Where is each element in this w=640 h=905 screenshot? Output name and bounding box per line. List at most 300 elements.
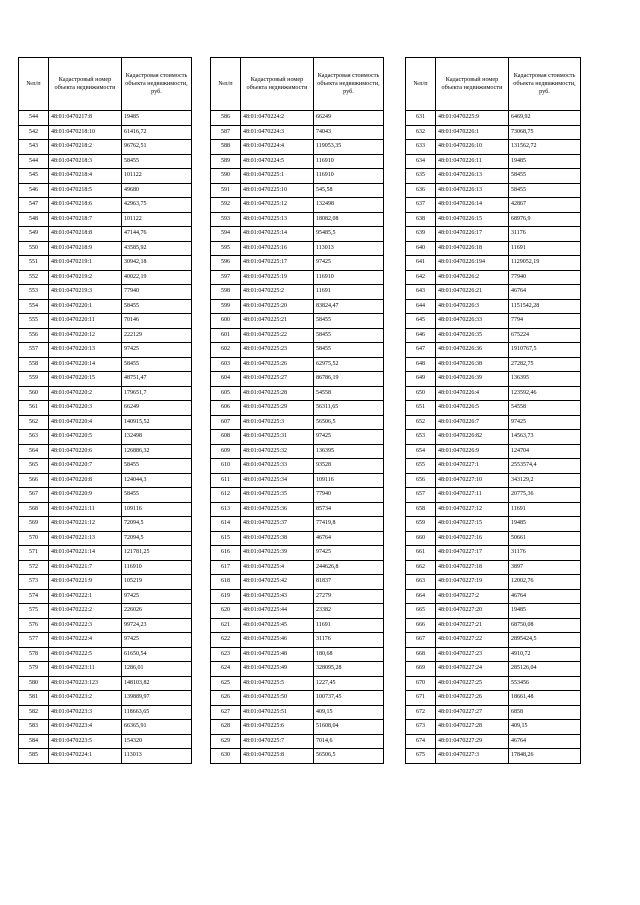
row-number: 649 [406,372,436,387]
cadastral-number: 48:01:0470220:5 [49,430,122,445]
row-number: 616 [211,546,241,561]
table-row [19,473,192,488]
cadastral-number: 48:01:0470226:194 [436,256,509,271]
cadastral-number: 48:01:0470218:4 [49,169,122,184]
row-number: 630 [211,749,241,764]
cadastral-cost: 19485 [122,111,192,126]
table-row [406,241,581,256]
row-number: 552 [19,270,49,285]
cadastral-number: 48:01:0470221:9 [49,575,122,590]
table-row [19,198,192,213]
row-number: 620 [211,604,241,619]
cadastral-number: 48:01:0470225:13 [241,212,314,227]
cadastral-cost: 19485 [509,154,581,169]
cadastral-number: 48:01:0470225:9 [436,111,509,126]
table-row [19,357,192,372]
row-number: 577 [19,633,49,648]
cadastral-number: 48:01:0470220:7 [49,459,122,474]
cadastral-cost: 72094,5 [122,517,192,532]
cadastral-number: 48:01:0470225:49 [241,662,314,677]
table-row [19,488,192,503]
cadastral-cost: 1129052,19 [509,256,581,271]
table-row [19,343,192,358]
cadastral-number: 48:01:0470227:17 [436,546,509,561]
cadastral-number: 48:01:0470225:31 [241,430,314,445]
table-row [211,618,384,633]
cadastral-cost: 46764 [314,531,384,546]
table-row [406,517,581,532]
row-number: 601 [211,328,241,343]
cadastral-cost: 285126,04 [509,662,581,677]
cadastral-cost: 77419,8 [314,517,384,532]
table-row [19,575,192,590]
row-number: 593 [211,212,241,227]
header-row [406,58,581,111]
row-number: 569 [19,517,49,532]
header-num: №п/п [406,58,436,111]
row-number: 639 [406,227,436,242]
cadastral-cost: 1286,01 [122,662,192,677]
cadastral-cost: 68976,9 [509,212,581,227]
cadastral-number: 48:01:0470218:6 [49,198,122,213]
table-row [211,589,384,604]
row-number: 613 [211,502,241,517]
row-number: 640 [406,241,436,256]
cadastral-number: 48:01:0470226:33 [436,314,509,329]
table-row [19,734,192,749]
header-num: №п/п [19,58,49,111]
cadastral-cost: 180,68 [314,647,384,662]
cadastral-cost: 409,15 [509,720,581,735]
cadastral-cost: 61416,72 [122,125,192,140]
cadastral-number: 48:01:0470227:26 [436,691,509,706]
table-row [211,183,384,198]
cadastral-cost: 85734 [314,502,384,517]
cadastral-number: 48:01:0470225:42 [241,575,314,590]
cadastral-number: 48:01:0470225:5 [241,676,314,691]
header-cadastral-cost: Кадастровая стоимость объекта недвижимости, руб. [122,58,192,111]
table-row [406,430,581,445]
table-row [211,459,384,474]
cadastral-number: 48:01:0470226:14 [436,198,509,213]
row-number: 568 [19,502,49,517]
cadastral-number: 48:01:0470227:29 [436,734,509,749]
cadastral-number: 48:01:0470226:15 [436,212,509,227]
cadastral-cost: 154320 [122,734,192,749]
cadastral-cost: 7014,6 [314,734,384,749]
cadastral-cost: 77940 [122,285,192,300]
row-number: 557 [19,343,49,358]
row-number: 581 [19,691,49,706]
cadastral-cost: 136395 [314,444,384,459]
cadastral-number: 48:01:0470226:1 [436,125,509,140]
row-number: 651 [406,401,436,416]
row-number: 612 [211,488,241,503]
table-row [406,705,581,720]
table-row [211,285,384,300]
row-number: 546 [19,183,49,198]
cadastral-number: 48:01:0470227:24 [436,662,509,677]
cadastral-cost: 58455 [314,314,384,329]
cadastral-cost: 66249 [122,401,192,416]
row-number: 664 [406,589,436,604]
table-row [406,444,581,459]
cadastral-number: 48:01:0470227:21 [436,618,509,633]
cadastral-number: 48:01:0470220:8 [49,473,122,488]
row-number: 562 [19,415,49,430]
cadastral-number: 48:01:0470221:14 [49,546,122,561]
table-row [406,647,581,662]
table-row [406,575,581,590]
cadastral-cost: 1151542,28 [509,299,581,314]
table-row [211,212,384,227]
table-row [19,749,192,764]
cadastral-number: 48:01:0470224:3 [241,125,314,140]
row-number: 603 [211,357,241,372]
table-row [406,386,581,401]
cadastral-cost: 31176 [314,633,384,648]
cadastral-cost: 97425 [509,415,581,430]
cadastral-cost: 140915,52 [122,415,192,430]
row-number: 597 [211,270,241,285]
row-number: 551 [19,256,49,271]
cadastral-number: 48:01:0470226:38 [436,357,509,372]
row-number: 585 [19,749,49,764]
cadastral-cost: 97425 [314,256,384,271]
table-row [406,285,581,300]
row-number: 650 [406,386,436,401]
table-row [211,372,384,387]
cadastral-number: 48:01:0470225:51 [241,705,314,720]
row-number: 556 [19,328,49,343]
row-number: 645 [406,314,436,329]
table-row [406,560,581,575]
cadastral-cost: 97425 [314,430,384,445]
table-row [211,560,384,575]
cadastral-cost: 100737,45 [314,691,384,706]
table-row [19,169,192,184]
cadastral-number: 48:01:0470218:3 [49,154,122,169]
cadastral-number: 48:01:0470221:13 [49,531,122,546]
row-number: 555 [19,314,49,329]
table-row [211,299,384,314]
table-row [19,401,192,416]
row-number: 669 [406,662,436,677]
cadastral-number: 48:01:0470220:12 [49,328,122,343]
row-number: 643 [406,285,436,300]
cadastral-cost: 56506,5 [314,415,384,430]
cadastral-number: 48:01:0470226:35 [436,328,509,343]
table-row [19,125,192,140]
cadastral-number: 48:01:0470225:45 [241,618,314,633]
table-row [19,415,192,430]
cadastral-number: 48:01:0470226:2 [436,270,509,285]
cadastral-number: 48:01:0470226:7 [436,415,509,430]
row-number: 575 [19,604,49,619]
table-row [211,256,384,271]
table-row [19,241,192,256]
row-number: 606 [211,401,241,416]
cadastral-cost: 244626,8 [314,560,384,575]
row-number: 550 [19,241,49,256]
row-number: 579 [19,662,49,677]
table-row [19,183,192,198]
row-number: 673 [406,720,436,735]
cadastral-number: 48:01:0470225:3 [241,415,314,430]
cadastral-number: 48:01:0470218:10 [49,125,122,140]
cadastral-number: 48:01:0470225:8 [241,749,314,764]
cadastral-number: 48:01:0470227:28 [436,720,509,735]
table-row [211,111,384,126]
cadastral-cost: 47144,76 [122,227,192,242]
cadastral-number: 48:01:0470226:9 [436,444,509,459]
row-number: 542 [19,125,49,140]
cadastral-cost: 74043 [314,125,384,140]
cadastral-number: 48:01:0470227:10 [436,473,509,488]
table-row [211,473,384,488]
cadastral-cost: 50661 [509,531,581,546]
table-row [406,372,581,387]
table-row [211,575,384,590]
cadastral-number: 48:01:0470219:1 [49,256,122,271]
table-row [19,459,192,474]
row-number: 638 [406,212,436,227]
row-number: 559 [19,372,49,387]
cadastral-number: 48:01:0470221:12 [49,517,122,532]
row-number: 561 [19,401,49,416]
cadastral-cost: 97425 [314,546,384,561]
row-number: 570 [19,531,49,546]
cadastral-cost: 124044,3 [122,473,192,488]
cadastral-cost: 51608,04 [314,720,384,735]
row-number: 583 [19,720,49,735]
row-number: 622 [211,633,241,648]
row-number: 564 [19,444,49,459]
table-row [406,662,581,677]
table-row [19,430,192,445]
cadastral-cost: 66249 [314,111,384,126]
cadastral-number: 48:01:0470225:48 [241,647,314,662]
header-cadastral-number: Кадастровый номер объекта недвижимости [241,58,314,111]
table-row [19,227,192,242]
row-number: 605 [211,386,241,401]
cadastral-number: 48:01:0470223:3 [49,705,122,720]
row-number: 661 [406,546,436,561]
cadastral-cost: 123592,46 [509,386,581,401]
cadastral-cost: 3897 [509,560,581,575]
cadastral-cost: 96762,51 [122,140,192,155]
row-number: 632 [406,125,436,140]
cadastral-cost: 126886,32 [122,444,192,459]
cadastral-cost: 49680 [122,183,192,198]
cadastral-cost: 19485 [509,517,581,532]
row-number: 545 [19,169,49,184]
cadastral-cost: 54558 [314,386,384,401]
table-row [211,546,384,561]
table-row [211,531,384,546]
cadastral-number: 48:01:0470225:32 [241,444,314,459]
row-number: 591 [211,183,241,198]
cadastral-number: 48:01:0470223:11 [49,662,122,677]
row-number: 554 [19,299,49,314]
table-row [19,328,192,343]
cadastral-number: 48:01:0470224:5 [241,154,314,169]
cadastral-cost: 43585,92 [122,241,192,256]
cadastral-number: 48:01:0470220:15 [49,372,122,387]
table-row [19,212,192,227]
table-row [211,401,384,416]
row-number: 571 [19,546,49,561]
row-number: 596 [211,256,241,271]
cadastral-cost: 58455 [122,488,192,503]
row-number: 658 [406,502,436,517]
row-number: 648 [406,357,436,372]
cadastral-cost: 40022,19 [122,270,192,285]
row-number: 615 [211,531,241,546]
cadastral-number: 48:01:0470225:2 [241,285,314,300]
cadastral-cost: 118663,65 [122,705,192,720]
cadastral-number: 48:01:0470223:4 [49,720,122,735]
cadastral-number: 48:01:0470223:123 [49,676,122,691]
table-row [406,401,581,416]
cadastral-cost: 27279 [314,589,384,604]
cadastral-cost: 77940 [509,270,581,285]
row-number: 653 [406,430,436,445]
table-row [211,270,384,285]
row-number: 576 [19,618,49,633]
row-number: 609 [211,444,241,459]
row-number: 592 [211,198,241,213]
cadastral-number: 48:01:0470227:18 [436,560,509,575]
table-row [211,444,384,459]
cadastral-number: 48:01:0470222:3 [49,618,122,633]
row-number: 599 [211,299,241,314]
cadastral-number: 48:01:0470220:14 [49,357,122,372]
table-row [406,183,581,198]
cadastral-cost: 58455 [122,154,192,169]
row-number: 652 [406,415,436,430]
table-row [211,647,384,662]
row-number: 607 [211,415,241,430]
cadastral-cost: 73068,75 [509,125,581,140]
cadastral-number: 48:01:0470227:3 [436,749,509,764]
cadastral-number: 48:01:0470218:7 [49,212,122,227]
cadastral-cost: 31176 [509,227,581,242]
cadastral-cost: 124704 [509,444,581,459]
cadastral-cost: 131562,72 [509,140,581,155]
row-number: 663 [406,575,436,590]
cadastral-number: 48:01:0470226:10 [436,140,509,155]
cadastral-number: 48:01:0470225:26 [241,357,314,372]
cadastral-number: 48:01:0470227:2 [436,589,509,604]
cadastral-cost: 18082,08 [314,212,384,227]
cadastral-number: 48:01:0470222:2 [49,604,122,619]
cadastral-number: 48:01:0470225:21 [241,314,314,329]
cadastral-number: 48:01:0470225:43 [241,589,314,604]
cadastral-cost: 226026 [122,604,192,619]
cadastral-cost: 46764 [509,589,581,604]
row-number: 637 [406,198,436,213]
table-row [19,531,192,546]
cadastral-number: 48:01:0470220:6 [49,444,122,459]
cadastral-cost: 132498 [314,198,384,213]
cadastral-number: 48:01:0470225:12 [241,198,314,213]
row-number: 660 [406,531,436,546]
table-row [211,328,384,343]
table-row [211,430,384,445]
cadastral-number: 48:01:0470225:7 [241,734,314,749]
table-row [406,734,581,749]
row-number: 566 [19,473,49,488]
row-number: 549 [19,227,49,242]
row-number: 666 [406,618,436,633]
cadastral-table-1 [18,57,192,764]
cadastral-cost: 18661,48 [509,691,581,706]
table-row [406,720,581,735]
cadastral-number: 48:01:0470222:1 [49,589,122,604]
row-number: 670 [406,676,436,691]
table-row [406,749,581,764]
header-cadastral-cost: Кадастровая стоимость объекта недвижимости, руб. [314,58,384,111]
cadastral-cost: 6469,92 [509,111,581,126]
table-row [19,691,192,706]
cadastral-number: 48:01:0470223:2 [49,691,122,706]
row-number: 547 [19,198,49,213]
table-row [406,227,581,242]
row-number: 628 [211,720,241,735]
row-number: 619 [211,589,241,604]
cadastral-number: 48:01:0470226:17 [436,227,509,242]
row-number: 647 [406,343,436,358]
cadastral-number: 48:01:0470227:12 [436,502,509,517]
table-row [211,386,384,401]
cadastral-number: 48:01:0470220:1 [49,299,122,314]
cadastral-cost: 30942,18 [122,256,192,271]
cadastral-cost: 46764 [509,285,581,300]
cadastral-cost: 116910 [314,270,384,285]
cadastral-cost: 99724,23 [122,618,192,633]
row-number: 655 [406,459,436,474]
cadastral-cost: 121781,25 [122,546,192,561]
cadastral-cost: 68750,08 [509,618,581,633]
row-number: 587 [211,125,241,140]
cadastral-number: 48:01:0470226:4 [436,386,509,401]
table-row [211,633,384,648]
table-row [406,531,581,546]
cadastral-number: 48:01:0470225:37 [241,517,314,532]
table-row [211,488,384,503]
row-number: 594 [211,227,241,242]
table-row [19,618,192,633]
cadastral-cost: 27282,75 [509,357,581,372]
cadastral-number: 48:01:0470227:25 [436,676,509,691]
cadastral-cost: 113013 [314,241,384,256]
row-number: 567 [19,488,49,503]
cadastral-number: 48:01:0470225:29 [241,401,314,416]
cadastral-cost: 2895424,5 [509,633,581,648]
cadastral-number: 48:01:0470224:4 [241,140,314,155]
cadastral-cost: 54558 [509,401,581,416]
table-row [406,546,581,561]
cadastral-number: 48:01:0470225:39 [241,546,314,561]
cadastral-number: 48:01:0470223:5 [49,734,122,749]
row-number: 611 [211,473,241,488]
header-row [19,58,192,111]
table-row [406,270,581,285]
row-number: 656 [406,473,436,488]
table-row [406,473,581,488]
cadastral-number: 48:01:0470225:23 [241,343,314,358]
